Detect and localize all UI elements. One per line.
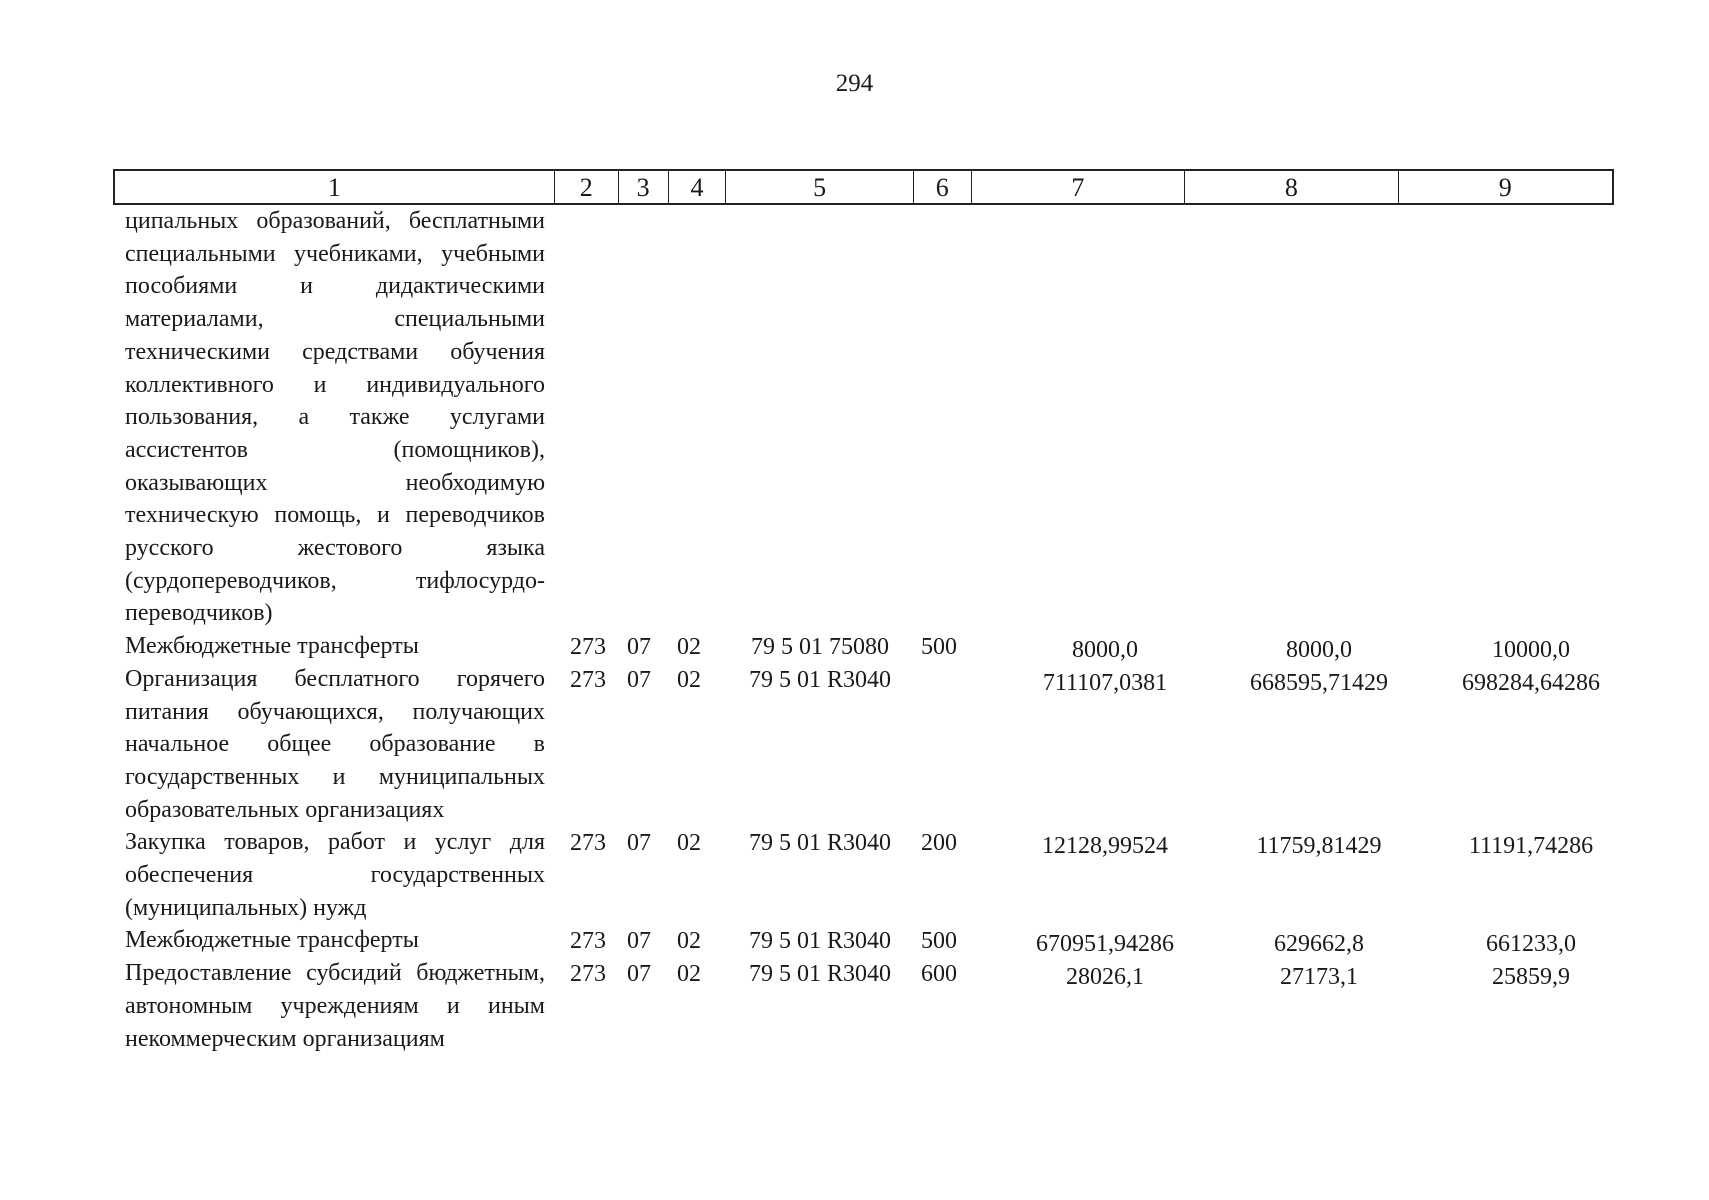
subsection-code: 02 (677, 961, 701, 988)
amount-col-8: 668595,71429 (1250, 669, 1388, 696)
table-row (125, 205, 545, 630)
amount-col-7: 670951,94286 (1036, 931, 1174, 958)
subsection-code: 02 (677, 634, 701, 661)
table-row (125, 630, 1570, 664)
row-description: Предоставление субсидий бюджетным, автономным учреждениям и иным некоммерческим организациям (125, 960, 545, 1052)
amount-col-9: 10000,0 (1492, 637, 1570, 664)
amount-col-9: 11191,74286 (1468, 833, 1594, 860)
section-code: 07 (627, 830, 651, 857)
table-row (125, 663, 1600, 827)
section-code: 07 (627, 634, 651, 661)
header-col-8: 8 (1185, 171, 1398, 203)
header-col-1: 1 (115, 171, 555, 203)
expense-type-code: 600 (921, 961, 957, 988)
section-code: 07 (627, 961, 651, 988)
header-col-2: 2 (555, 171, 619, 203)
table-row (125, 924, 1576, 958)
header-col-5: 5 (726, 171, 914, 203)
subsection-code: 02 (677, 928, 701, 955)
target-article-code: 79 5 01 R3040 (748, 928, 891, 955)
section-code: 07 (627, 928, 651, 955)
row-description: ципальных образований, бесплатными специальными учебниками, учебными пособиями и дидактическими материалами, специальными техническими средствами обучения коллективного и индивидуального пользования, а также услугами ассистентов (помощников), оказывающих необходимую техническую помощь, и переводчиков русского жестового языка (сурдопереводчиков, тифлосурдопереводчиков) (125, 208, 545, 627)
table-header (113, 169, 1614, 205)
target-article-code: 79 5 01 R3040 (748, 666, 891, 693)
amount-col-9: 661233,0 (1486, 931, 1576, 958)
grbs-code: 273 (570, 928, 606, 955)
row-description: Межбюджетные трансферты (125, 927, 419, 954)
expense-type-code: 500 (921, 928, 957, 955)
subsection-code: 02 (677, 830, 701, 857)
target-article-code: 79 5 01 R3040 (748, 961, 891, 988)
amount-col-9: 698284,64286 (1462, 669, 1600, 696)
header-col-3: 3 (619, 171, 669, 203)
header-col-9: 9 (1498, 173, 1512, 202)
target-article-code: 79 5 01 75080 (751, 634, 889, 661)
amount-col-8: 11759,81429 (1256, 833, 1382, 860)
page-number: 294 (835, 70, 874, 97)
section-code: 07 (627, 666, 651, 693)
amount-col-9: 25859,9 (1492, 964, 1570, 991)
grbs-code: 273 (570, 666, 606, 693)
grbs-code: 273 (570, 634, 606, 661)
row-description: Межбюджетные трансферты (125, 633, 419, 660)
amount-col-7: 8000,0 (1072, 637, 1138, 664)
amount-col-8: 8000,0 (1286, 637, 1352, 664)
header-col-7: 7 (972, 171, 1185, 203)
table-row (125, 957, 1570, 1055)
amount-col-7: 12128,99524 (1042, 833, 1168, 860)
header-col-4: 4 (669, 171, 727, 203)
row-description: Организация бесплатного горячего питания обучающихся, получающих начальное общее образование в государственных и муниципальных образовательных организациях (125, 665, 545, 823)
expense-type-code: 200 (921, 830, 957, 857)
table-body (125, 205, 1600, 1055)
table-row (125, 826, 1594, 924)
grbs-code: 273 (570, 830, 606, 857)
amount-col-8: 27173,1 (1280, 964, 1358, 991)
row-description: Закупка товаров, работ и услуг для обеспечения государственных (муниципальных) нужд (125, 829, 545, 921)
expense-type-code: 500 (921, 634, 957, 661)
amount-col-7: 28026,1 (1066, 964, 1144, 991)
amount-col-8: 629662,8 (1274, 931, 1364, 958)
target-article-code: 79 5 01 R3040 (748, 830, 891, 857)
header-col-6: 6 (914, 171, 972, 203)
grbs-code: 273 (570, 961, 606, 988)
subsection-code: 02 (677, 666, 701, 693)
amount-col-7: 711107,0381 (1042, 669, 1168, 696)
